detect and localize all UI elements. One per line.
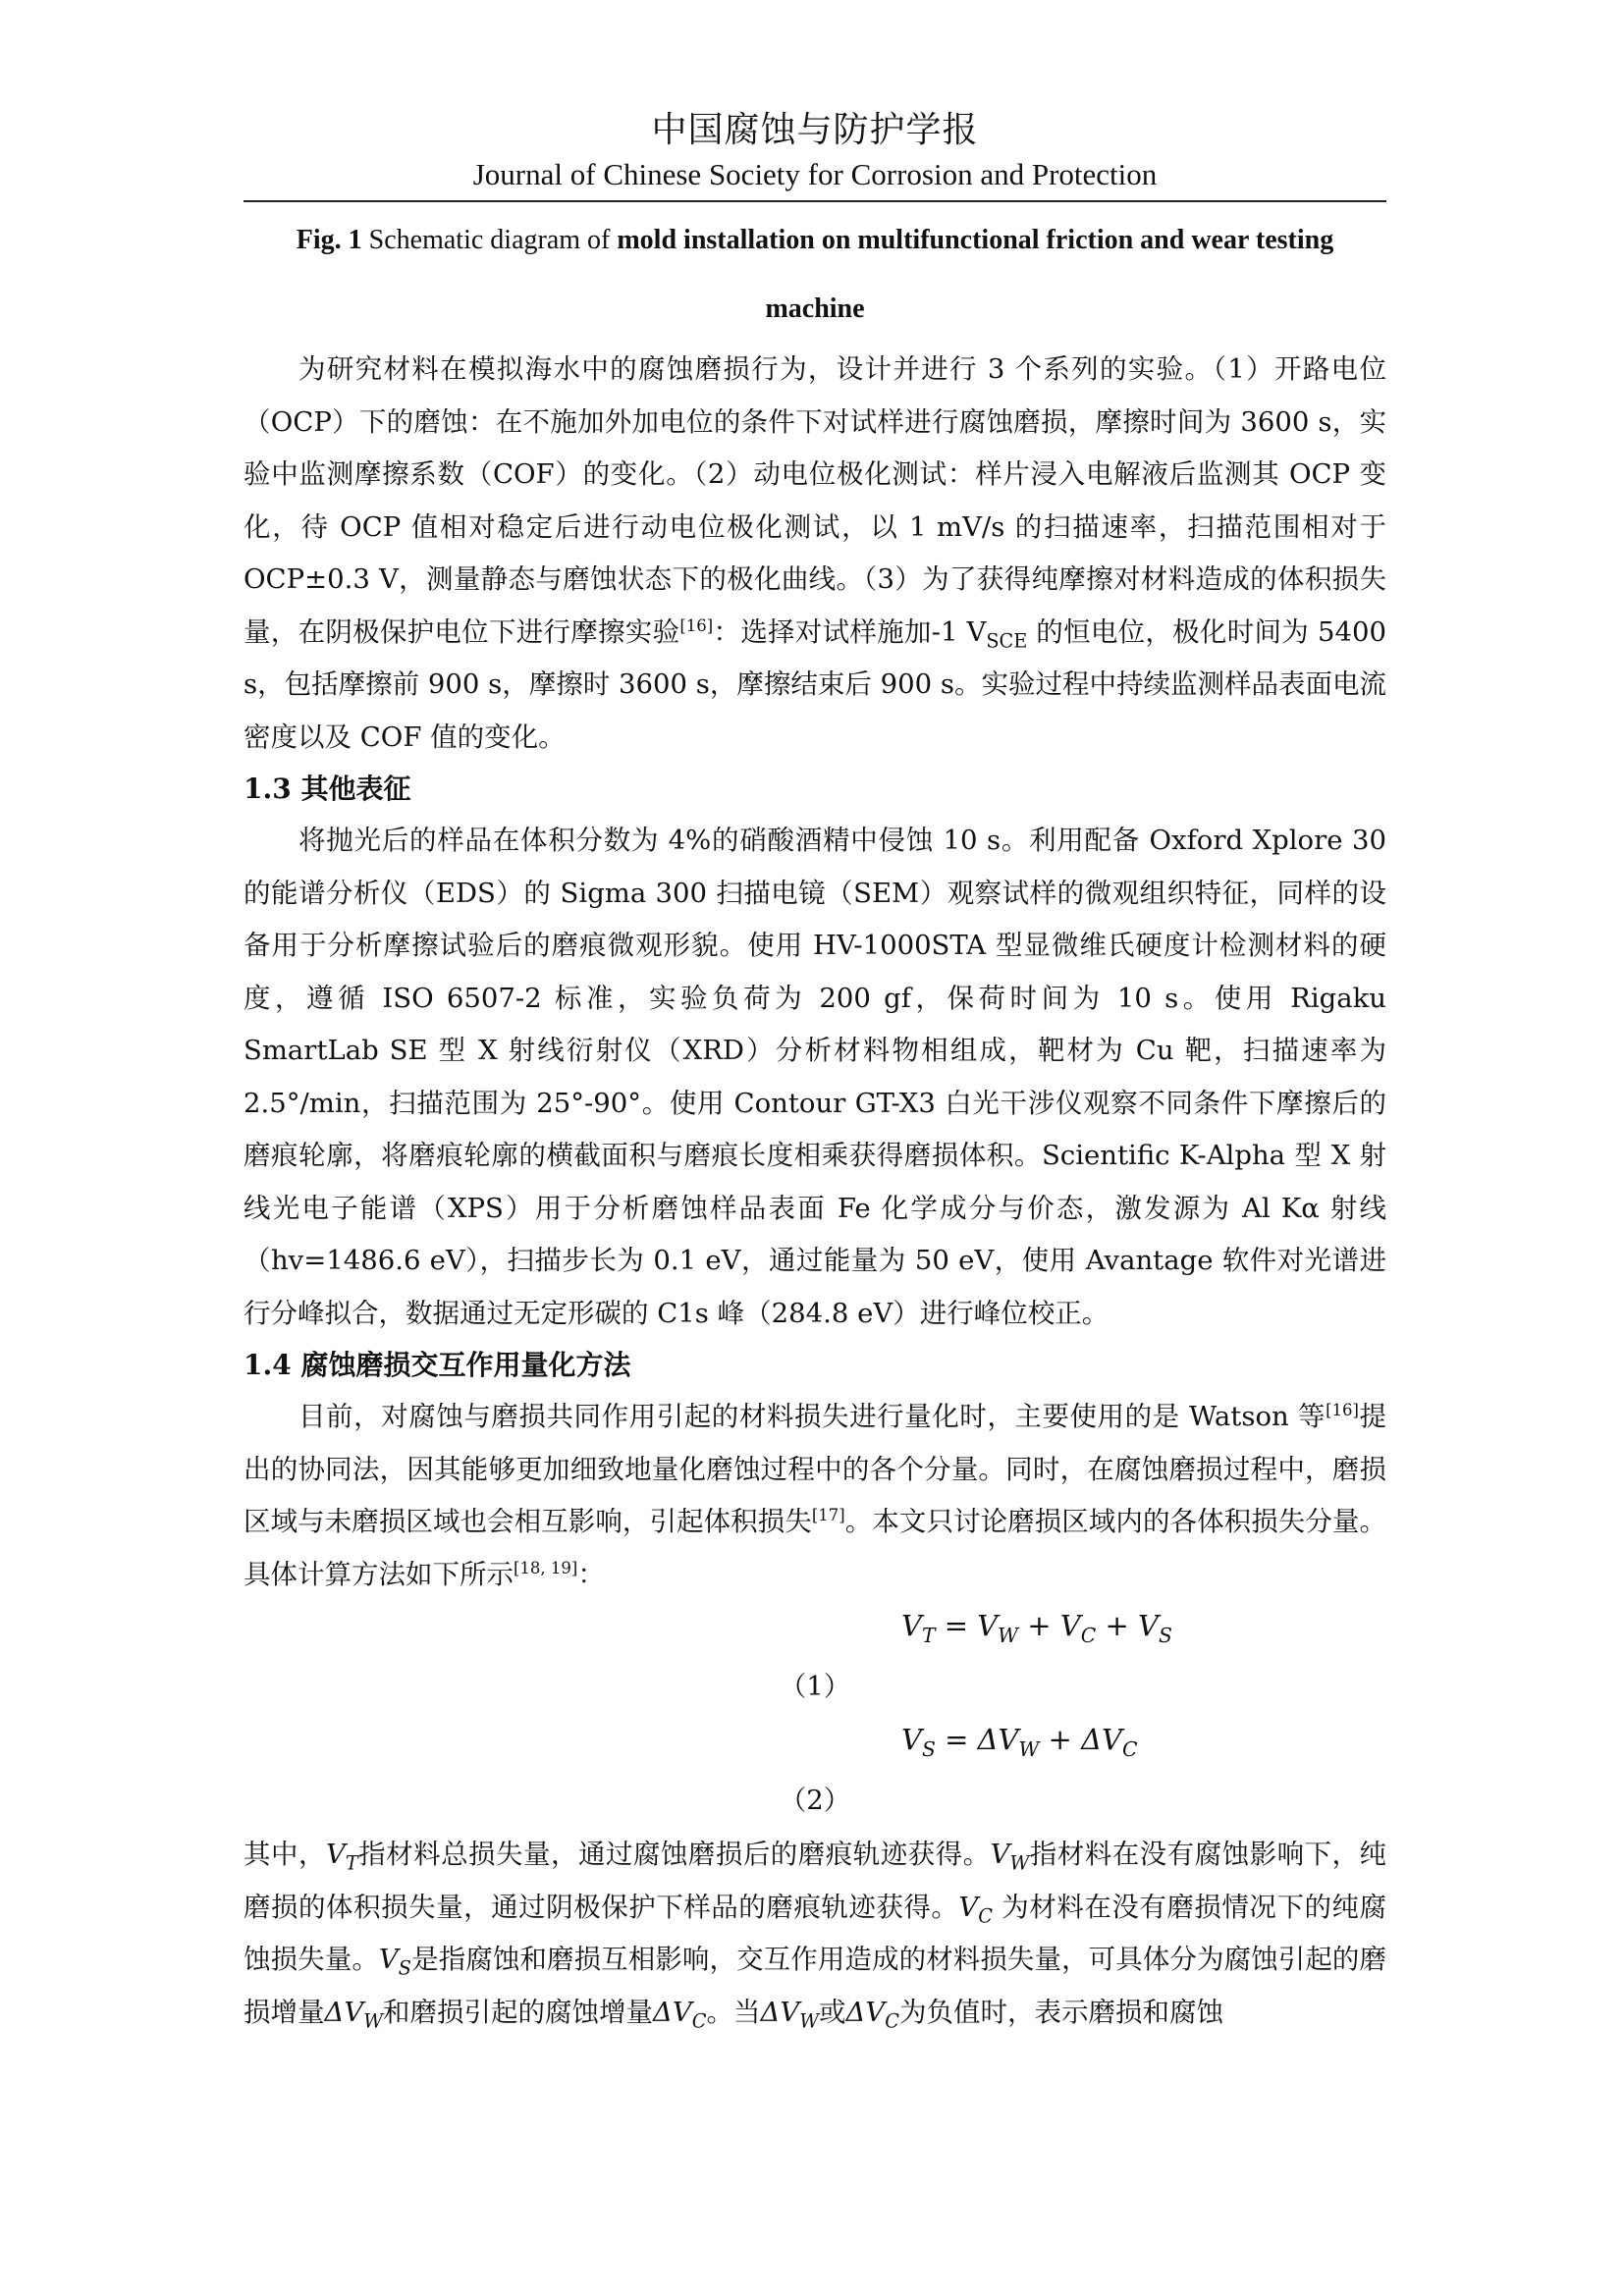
paragraph-quantification-d: ： [577, 1558, 605, 1590]
eq-symbol: + ΔV [1039, 1723, 1122, 1756]
citation: [18, 19] [514, 1558, 578, 1577]
paragraph-quantification-c: 。本文只讨论磨损区域内的各体积损失分量。具体计算方法如下所示 [244, 1506, 1386, 1590]
eq-symbol: V [901, 1609, 922, 1642]
eq-subscript: C [1080, 1623, 1097, 1647]
eq-subscript: W [998, 1623, 1019, 1647]
symbol-vt: V [325, 1839, 346, 1870]
paragraph-quantification [244, 1391, 1386, 1601]
paragraph-experiments-tail-a: ：选择对试样施加-1 V [713, 615, 987, 648]
subscript: C [978, 1904, 994, 1927]
definition-vw: 指材料在没有腐蚀影响下，纯磨损的体积损失量，通过阴极保护下样品的磨痕轨迹获得。 [244, 1839, 1387, 1923]
figure-caption-plain: Schematic diagram of [361, 225, 618, 255]
journal-title-cn: 中国腐蚀与防护学报 [651, 110, 979, 150]
symbol-vs: V [378, 1944, 399, 1975]
figure-caption-bold-2: machine [765, 294, 865, 324]
citation: [16] [679, 615, 714, 635]
eq-subscript: S [1158, 1623, 1172, 1647]
paper-page [244, 108, 1386, 2039]
paragraph-quantification-a: 目前，对腐蚀与磨损共同作用引起的材料损失进行量化时，主要使用的是 Watson 等 [298, 1401, 1326, 1432]
equation-2-number: （2） [779, 1785, 851, 1816]
symbol-delta-vw: ΔV [324, 1996, 364, 2028]
definition-vc: 为材料在没有磨损情况下的纯腐蚀损失量。 [244, 1891, 1386, 1975]
section-heading-1-4: 1.4 腐蚀磨损交互作用量化方法 [244, 1349, 631, 1381]
paragraph-experiments [244, 344, 1386, 764]
eq-subscript: S [921, 1736, 936, 1761]
symbol-vc: V [958, 1891, 979, 1923]
eq-symbol: + V [1096, 1609, 1159, 1642]
subscript: W [799, 2009, 820, 2032]
eq-symbol: V [901, 1723, 922, 1756]
equation-1-number: （1） [779, 1671, 851, 1702]
figure-caption [244, 206, 1386, 344]
paragraph-experiments-tail-b: 的恒电位，极化时间为 5400 s，包括摩擦前 900 s，摩擦时 3600 s，摩擦结束后 900 s。实验过程中持续监测样品表面电流密度以及 COF 值的变化。 [244, 615, 1387, 753]
eq-subscript: C [1121, 1736, 1138, 1761]
definition-vs: 是指腐蚀和磨损互相影响，交互作用造成的材料损失量，可具体分为腐蚀引起的磨损增量 [244, 1944, 1386, 2028]
figure-label: Fig. 1 [296, 225, 362, 255]
definition-text: 或 [819, 1996, 846, 2028]
header-rule [244, 200, 1386, 202]
equation-1 [244, 1601, 1386, 1658]
subscript: C [691, 2009, 707, 2032]
definitions-lead: 其中， [244, 1839, 326, 1870]
definition-text: 和磨损引起的腐蚀增量 [383, 1996, 654, 2028]
paragraph-definitions [244, 1829, 1386, 2039]
equation-2 [244, 1715, 1386, 1772]
subscript: W [1009, 1851, 1030, 1875]
symbol-delta-vc: ΔV [845, 1996, 886, 2028]
subscript: S [398, 1956, 411, 1980]
eq-symbol: + V [1018, 1609, 1081, 1642]
equation-2-formula [901, 1723, 1138, 1761]
subscript: T [345, 1851, 358, 1875]
definition-text: 。当 [706, 1996, 761, 2028]
eq-subscript: T [921, 1623, 936, 1647]
symbol-vw: V [990, 1839, 1010, 1870]
subscript: W [363, 2009, 384, 2032]
eq-subscript: W [1018, 1736, 1040, 1761]
eq-symbol: = ΔV [945, 1723, 1019, 1756]
paragraph-experiments-text: 为研究材料在模拟海水中的腐蚀磨损行为，设计并进行 3 个系列的实验。（1）开路电位（OCP）下的磨蚀：在不施加外加电位的条件下对试样进行腐蚀磨损，摩擦时间为 3600 s，实验中监测摩擦系数（COF）的变化。（2）动电位极化测试：样片浸入电解液后监测其 OCP 变化，待 OCP 值相对稳定后进行动电位极化测试，以 1 mV/s 的扫描速率，扫描范围相对于 OCP±0.3 V，测量静态与磨蚀状态下的极化曲线。（3）为了获得纯摩擦对材料造成的体积损失量，在阴极保护电位下进行摩擦实验 [244, 353, 1386, 648]
paragraph-quantification-b: 提出的协同法，因其能够更加细致地量化磨蚀过程中的各个分量。同时，在腐蚀磨损过程中，磨损区域与未磨损区域也会相互影响，引起体积损失 [244, 1401, 1387, 1537]
paragraph-characterization: 将抛光后的样品在体积分数为 4%的硝酸酒精中侵蚀 10 s。利用配备 Oxford Xplore 30 的能谱分析仪（EDS）的 Sigma 300 扫描电镜（SEM）观察试样的微观组织特征，同样的设备用于分析摩擦试验后的磨痕微观形貌。使用 HV-1000STA 型显微维氏硬度计检测材料的硬度，遵循 ISO 6507-2 标准，实验负荷为 200 gf，保荷时间为 10 s。使用 Rigaku SmartLab SE 型 X 射线衍射仪（XRD）分析材料物相组成，靶材为 Cu 靶，扫描速率为 2.5°/min，扫描范围为 25°-90°。使用 Contour GT-X3 白光干涉仪观察不同条件下摩擦后的磨痕轮廓，将磨痕轮廓的横截面积与磨痕长度相乘获得磨损体积。Scientific K-Alpha 型 X 射线光电子能谱（XPS）用于分析磨蚀样品表面 Fe 化学成分与价态，激发源为 Al Kα 射线（hv=1486.6 eV），扫描步长为 0.1 eV，通过能量为 50 eV，使用 Avantage 软件对光谱进行分峰拟合，数据通过无定形碳的 C1s 峰（284.8 eV）进行峰位校正。 [244, 825, 1386, 1329]
figure-caption-bold-1: mold installation on multifunctional friction and wear testing [617, 225, 1334, 255]
section-heading-1-3: 1.3 其他表征 [244, 773, 411, 805]
definition-vt: 指材料总损失量，通过腐蚀磨损后的磨痕轨迹获得。 [357, 1839, 991, 1870]
subscript: SCE [986, 629, 1028, 652]
citation: [16] [1326, 1400, 1359, 1419]
definition-text: 为负值时，表示磨损和腐蚀 [899, 1996, 1223, 2028]
subscript: C [885, 2009, 899, 2032]
citation: [17] [811, 1505, 845, 1524]
equation-1-formula [901, 1609, 1172, 1647]
eq-symbol: = V [944, 1609, 999, 1642]
symbol-delta-vw: ΔV [760, 1996, 800, 2028]
journal-title-en: Journal of Chinese Society for Corrosion and Protection [472, 157, 1158, 191]
symbol-delta-vc: ΔV [653, 1996, 692, 2028]
